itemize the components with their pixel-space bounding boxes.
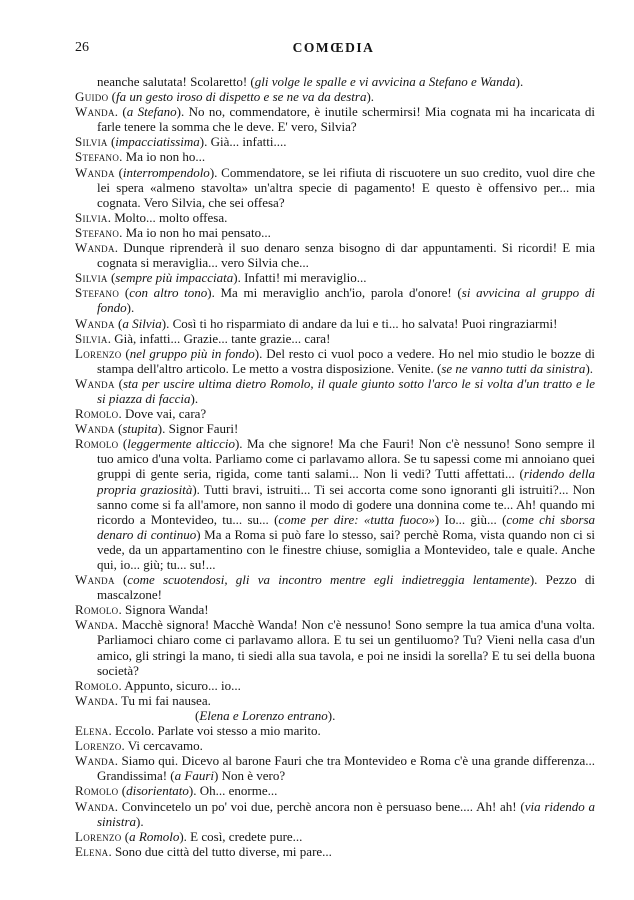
dialogue-line [75, 134, 595, 149]
dialogue-text: ( [107, 134, 116, 150]
speaker-name: Silvia [75, 134, 108, 150]
stage-direction-text: a Romolo [129, 828, 180, 844]
dialogue-line [75, 844, 595, 859]
stage-direction-text: sempre più impacciata [115, 270, 234, 286]
stage-direction-text: a Stefano [126, 104, 177, 120]
stage-direction-text: gli volge le spalle e vi avvicina a Stefano e Wanda [254, 74, 516, 89]
dialogue-text: ( [107, 270, 116, 286]
dialogue-text: ). Signor Fauri! [157, 421, 239, 437]
dialogue-text: ). [136, 813, 144, 829]
dialogue-line [75, 210, 595, 225]
speaker-name: Silvia [75, 209, 108, 225]
dialogue-text: . Tu mi fai nausea. [114, 692, 211, 708]
dialogue-text: ). [585, 360, 594, 376]
dialogue-line [75, 285, 595, 315]
speaker-name: Stefano [75, 285, 120, 301]
dialogue-text: . Già, infatti... Grazie... tante grazie... cara! [107, 330, 331, 346]
dialogue-text: ). Tutti bravi, istruiti... Ti sei accorta come sono ignoranti gli istruiti?... Non sanno come si fa all'amore, non sanno il modo di godere una donnina come te... Ah! quando mi ricordo a Montevideo, tu... su... ( [97, 481, 595, 527]
stage-direction-text: disorientato [126, 783, 189, 799]
dialogue-text: ). [327, 707, 336, 723]
dialogue-text: . Dove vai, cara? [118, 406, 207, 422]
speaker-name: Wanda [75, 315, 115, 331]
dialogue-text: ). Già... infatti.... [199, 134, 287, 150]
dialogue-line [75, 829, 595, 844]
stage-direction-text: sta per uscire ultima dietro Romolo, il quale giunto sotto l'arco le si volta d'un tratto e le si piazza di faccia [97, 375, 595, 406]
dialogue-text: ). No no, commendatore, è inutile schermirsi! Mia cognata mi ha incaricata di farle tenere la somma che le deve. E' vero, Silvia? [97, 104, 595, 135]
dialogue-text: ). Pezzo di mascalzone! [97, 572, 595, 603]
dialogue-line [75, 376, 595, 406]
stage-direction-text: fa un gesto iroso di dispetto e se ne va da destra [115, 89, 367, 105]
dialogue-line [75, 678, 595, 693]
dialogue-line [75, 783, 595, 798]
stage-direction-text: nel gruppo più in fondo [129, 345, 255, 361]
speaker-name: Romolo [75, 436, 119, 452]
dialogue-continuation [75, 74, 595, 89]
speaker-name: Silvia [75, 330, 108, 346]
dialogue-line [75, 270, 595, 285]
stage-direction-text: Elena e Lorenzo entrano [199, 707, 328, 723]
dialogue-line [75, 225, 595, 240]
dialogue-text: . Appunto, sicuro... io... [118, 677, 241, 693]
dialogue-text: ( [114, 375, 123, 391]
dialogue-line [75, 572, 595, 602]
dialogue-text: ). Oh... enorme... [188, 783, 278, 799]
dialogue-text: . Ma io non ho mai pensato... [119, 224, 271, 240]
speaker-name: Wanda [75, 164, 115, 180]
dialogue-line [75, 753, 595, 783]
speaker-name: Silvia [75, 270, 108, 286]
dialogue-text: ( [119, 285, 130, 301]
stage-direction-text: come per dire: «tutta fuoco» [278, 511, 435, 527]
speaker-name: Romolo [75, 406, 119, 422]
speaker-name: Wanda [75, 104, 115, 120]
dialogue-text: ). [515, 74, 524, 89]
dialogue-line [75, 436, 595, 572]
dialogue-text: ). Commendatore, se lei rifiuta di riscuotere un suo credito, vuol dire che lei spera «almeno stavolta» un'altra specie di pagamento! E questo è offensivo per... mia cognata. Vero Silvia, che sei offesa? [97, 164, 595, 210]
dialogue-text: . Eccolo. Parlate voi stesso a mio marito. [108, 723, 321, 739]
dialogue-text: ). Del resto ci vuol poco a vedere. Ho nel mio studio le bozze di stampa dell'altro articolo. Le metto a vostra disposizione. Venite. ( [97, 345, 595, 376]
dialogue-line [75, 149, 595, 164]
dialogue-text: . Convincetelo un po' voi due, perchè ancora non è persuaso bene.... Ah! ah! ( [114, 798, 525, 814]
dialogue-line [75, 240, 595, 270]
dialogue-text: ). Così ti ho risparmiato di andare da lui e ti... ho salvata! Puoi ringraziarmi! [161, 315, 558, 331]
dialogue-text: ( [114, 164, 123, 180]
stage-direction-text: se ne vanno tutti da sinistra [441, 360, 586, 376]
dialogue-text: ( [108, 89, 116, 105]
dialogue-text: ( [114, 421, 123, 437]
dialogue-line [75, 738, 595, 753]
dialogue-text: ). E così, credete pure... [179, 828, 303, 844]
dialogue-line [75, 316, 595, 331]
speaker-name: Lorenzo [75, 828, 122, 844]
stage-direction-text: con altro tono [129, 285, 208, 301]
dialogue-line [75, 89, 595, 104]
speaker-name: Elena [75, 843, 109, 859]
stage-direction-text: impacciatissima [115, 134, 200, 150]
dialogue-text: . Ma io non ho... [119, 149, 206, 165]
dialogue-text: ) Ma a Roma si può fare lo stesso, sai? perchè Roma, vista quando non ci si vede, da un appartamentino con le finestre chiuse, somiglia a Montevideo, tale e quale. Anche qui, io... giù; tu... su!... [97, 526, 595, 572]
stage-direction-text: leggermente alticcio [127, 436, 235, 452]
dialogue-line [75, 331, 595, 346]
stage-direction-text: a Fauri [174, 768, 214, 784]
dialogue-text: ) Non è vero? [214, 768, 286, 784]
dialogue-text: ) Io... giù... ( [434, 511, 507, 527]
speaker-name: Lorenzo [75, 738, 122, 754]
dialogue-text: ( [114, 572, 128, 588]
dialogue-text: ). Ma che signore! Ma che Fauri! Non c'è nessuno! Sono sempre il tuo amico d'una volta. Parliamo come ci parlavamo allora. Se tu sapessi come mi annoiano quei gruppi di gente seria, rigida, come tanti salami... Non li vedi? Tutti affettati... ( [97, 436, 596, 482]
dialogue-line [75, 617, 595, 677]
speaker-name: Wanda [75, 692, 115, 708]
dialogue-text: neanche salutata! Scolaretto! ( [97, 74, 255, 89]
page-header [75, 40, 592, 60]
stage-direction-text: stupita [122, 421, 158, 437]
stage-direction-text: come chi sborsa denaro di continuo [97, 511, 595, 542]
dialogue-line [75, 165, 595, 210]
speaker-name: Wanda [75, 753, 115, 769]
stage-direction-text: come scuotendosi, gli va incontro mentre egli indietreggia lentamente [127, 572, 530, 588]
dialogue-text: ). [190, 390, 199, 406]
dialogue-text: . Macchè signora! Macchè Wanda! Non c'è nessuno! Sono sempre la tua amica d'una volta. Parliamoci chiaro come ci parlavamo allora. E tu sei un gentiluomo? Tu? Vieni nella casa d'un amico, gli stringi la mano, ti siedi alla sua tavola, e poi ne insidi la sorella? E tu sei della buona società? [97, 617, 595, 678]
speaker-name: Guido [75, 89, 109, 105]
dialogue-text: ( [121, 345, 130, 361]
dialogue-text: . Sono due città del tutto diverse, mi pare... [108, 843, 332, 859]
dialogue-line [75, 799, 595, 829]
speaker-name: Wanda [75, 240, 115, 256]
speaker-name: Wanda [75, 375, 115, 391]
speaker-name: Wanda [75, 617, 115, 633]
dialogue-line [75, 421, 595, 436]
speaker-name: Romolo [75, 677, 119, 693]
speaker-name: Wanda [75, 421, 115, 437]
dialogue-text: ( [121, 828, 130, 844]
dialogue-text: ). Infatti! mi meraviglio... [233, 270, 367, 286]
dialogue-text: . Molto... molto offesa. [107, 209, 228, 225]
speaker-name: Elena [75, 723, 109, 739]
dialogue-line [75, 406, 595, 421]
dialogue-line [75, 346, 595, 376]
stage-direction-text: via ridendo a sinistra [97, 798, 596, 829]
dialogue-text: . Vi cercavamo. [121, 738, 203, 754]
dialogue-line [75, 723, 595, 738]
dialogue-text: . ( [114, 104, 127, 120]
speaker-name: Lorenzo [75, 345, 122, 361]
speaker-name: Stefano [75, 149, 120, 165]
dialogue-text: ). [366, 89, 375, 105]
speaker-name: Stefano [75, 224, 120, 240]
dialogue-line [75, 104, 595, 134]
dialogue-text: ). [126, 300, 135, 316]
dialogue-text: . Dunque riprenderà il suo denaro senza bisogno di dar appuntamenti. Si ricordi! E mia cognata si meraviglia... vero Silvia che... [97, 240, 595, 271]
page-number: 26 [75, 40, 89, 55]
speaker-name: Romolo [75, 602, 119, 618]
dialogue-text: ( [118, 436, 128, 452]
stage-direction-text: a Silvia [122, 315, 162, 331]
stage-direction [195, 708, 595, 723]
dialogue-text: ( [114, 315, 123, 331]
journal-title: COMŒDIA [292, 40, 375, 55]
dialogue-text: . Signora Wanda! [118, 602, 209, 618]
speaker-name: Wanda [75, 572, 115, 588]
stage-direction-text: si avvicina al gruppo di fondo [97, 285, 595, 316]
speaker-name: Romolo [75, 783, 119, 799]
dialogue-text: ). Ma mi meraviglio anch'io, parola d'onore! ( [207, 285, 462, 301]
dialogue-text: ( [195, 707, 200, 723]
dialogue-line [75, 693, 595, 708]
stage-direction-text: ridendo della propria graziosità [97, 466, 595, 497]
dialogue-text: . Siamo qui. Dicevo al barone Fauri che tra Montevideo e Roma c'è una grande differenza... Grandissima! ( [97, 753, 595, 784]
dialogue-text: ( [118, 783, 127, 799]
speaker-name: Wanda [75, 798, 115, 814]
stage-direction-text: interrompendolo [122, 164, 210, 180]
dialogue-line [75, 602, 595, 617]
play-text [75, 74, 595, 859]
